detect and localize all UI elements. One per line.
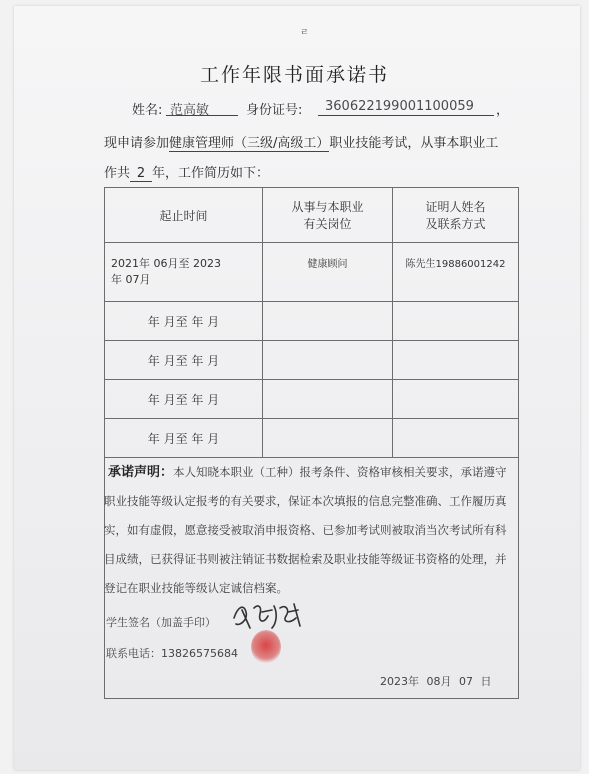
years-prefix: 作共	[104, 166, 131, 181]
exam-prefix: 现申请参加	[104, 136, 170, 151]
phone-label: 联系电话：	[106, 647, 161, 660]
exam-name: 健康管理师（三级/高级工）	[169, 136, 330, 151]
declaration	[104, 458, 516, 603]
years-suffix: 年，工作简历如下：	[152, 166, 270, 181]
witness-cell	[393, 341, 519, 380]
post-cell	[263, 341, 393, 380]
years-line	[104, 162, 269, 182]
post-cell	[263, 380, 393, 419]
period-cell: 年 月至 年 月	[105, 380, 263, 419]
id-label: 身份证号:	[246, 103, 303, 118]
signature-label: 学生签名（加盖手印）	[106, 616, 216, 629]
table-row	[105, 302, 519, 341]
id-value: 360622199001100059	[325, 99, 474, 114]
header-period: 起止时间	[105, 188, 263, 243]
header-post: 从事与本职业 有关岗位	[263, 188, 393, 243]
table-row	[105, 243, 519, 302]
witness-cell	[393, 302, 519, 341]
post-cell: 健康顾问	[263, 243, 393, 302]
work-history-table	[104, 187, 519, 458]
handwritten-signature	[228, 598, 318, 634]
fingerprint-seal	[251, 630, 281, 664]
exam-line	[104, 132, 498, 151]
sign-date: 2023年 08月 07 日	[380, 675, 492, 688]
table-row	[105, 380, 519, 419]
witness-cell	[393, 380, 519, 419]
table-header-row	[105, 188, 519, 243]
exam-suffix: 职业技能考试，从事本职业工	[329, 136, 499, 151]
period-cell: 年 月至 年 月	[105, 341, 263, 380]
declaration-text: 本人知晓本职业（工种）报考条件、资格审核相关要求，承诺遵守职业技能等级认定报考的有关要求，保证本次填报的信息完整准确、工作履历真实，如有虚假，愿意接受被取消申报资格、已参加考试则被取消当次考试所有科目成绩，已获得证书则被注销证书数据检索及职业技能等级证书资格的处理，并登记在职业技能等级认定诚信档案。	[104, 465, 507, 595]
phone-line	[106, 645, 238, 661]
years-value: 2	[130, 166, 152, 182]
id-trail: ，	[496, 103, 510, 118]
table-row	[105, 341, 519, 380]
period-cell: 年 月至 年 月	[105, 302, 263, 341]
id-underline	[318, 115, 494, 116]
post-cell	[263, 302, 393, 341]
phone-value: 13826575684	[161, 647, 238, 660]
page-title: 工作年限书面承诺书	[199, 64, 389, 86]
name-label: 姓名:	[132, 103, 163, 118]
witness-cell: 陈先生19886001242	[393, 243, 519, 302]
name-value: 范高敏	[170, 103, 210, 118]
name-underline	[166, 115, 238, 116]
declaration-heading: 承诺声明：	[108, 465, 174, 480]
period-cell: 2021年 06月至 2023 年 07月	[105, 243, 263, 302]
top-mark: ㄹ	[300, 28, 309, 38]
header-witness: 证明人姓名 及联系方式	[393, 188, 519, 243]
period-cell: 年 月至 年 月	[105, 419, 263, 458]
